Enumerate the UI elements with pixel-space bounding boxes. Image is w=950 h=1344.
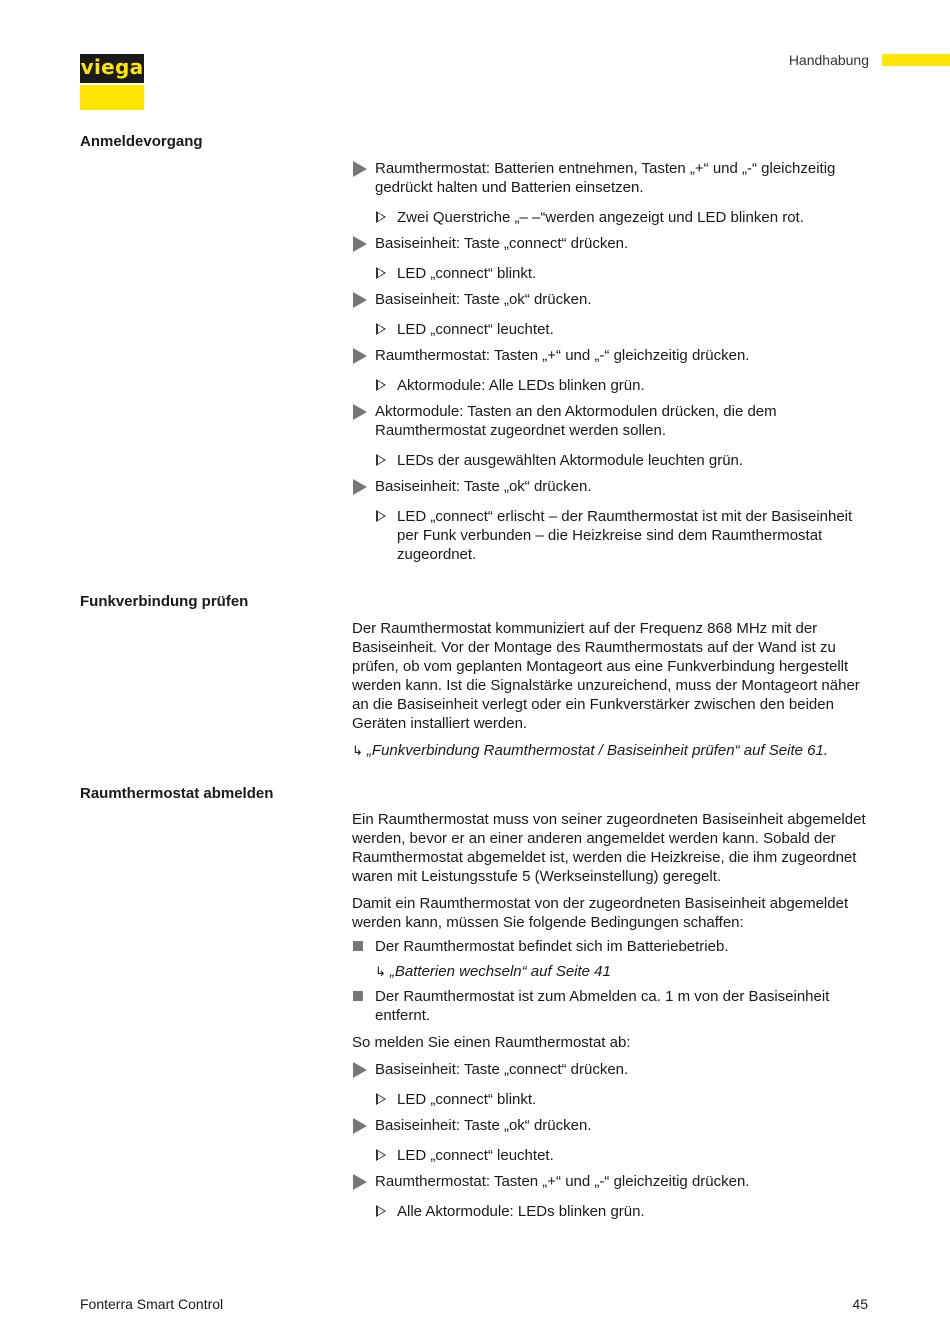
step-result: Zwei Querstriche „– –“werden angezeigt und LED blinken rot. [352, 208, 870, 227]
step [352, 477, 870, 496]
section3-paragraph-2: Damit ein Raumthermostat von der zugeordneten Basiseinheit abgemeldet werden kann, müssen Sie folgende Bedingungen schaffen: [352, 895, 849, 931]
step-result: LED „connect“ blinkt. [352, 264, 870, 283]
section2-body [352, 619, 870, 760]
step-result: LED „connect“ erlischt – der Raumthermostat ist mit der Basiseinheit per Funk verbunden – die Heizkreise sind dem Raumthermostat zugeordnet. [352, 507, 870, 564]
step [352, 1060, 870, 1079]
result-arrow-icon [376, 211, 386, 223]
logo-wordmark: viega [80, 54, 144, 83]
action-arrow-icon [353, 404, 367, 420]
result-arrow-icon [376, 1149, 386, 1161]
step-action: Basiseinheit: Taste „ok“ drücken. [375, 1117, 592, 1134]
section1-steps [352, 159, 870, 571]
reference-arrow-icon: ↳ [375, 964, 386, 979]
cross-reference-link[interactable]: ↳ „Funkverbindung Raumthermostat / Basiseinheit prüfen“ auf Seite 61. [352, 742, 828, 759]
step-action: Basiseinheit: Taste „ok“ drücken. [375, 291, 592, 308]
step-action: Basiseinheit: Taste „connect“ drücken. [375, 1061, 629, 1078]
step-action: Raumthermostat: Tasten „+“ und „-“ gleichzeitig drücken. [375, 347, 750, 364]
step-result: LED „connect“ leuchtet. [352, 1146, 870, 1165]
page-number: 45 [852, 1296, 868, 1312]
action-arrow-icon [353, 1118, 367, 1134]
section2-paragraph: Der Raumthermostat kommuniziert auf der Frequenz 868 MHz mit der Basiseinheit. Vor der Montage des Raumthermostats auf der Wand ist zu prüfen, ob vom geplanten Montageort aus eine Funkverbindung hergestellt werden kann. Ist die Signalstärke unzureichend, muss der Montageort näher an die Basiseinheit verlegt oder ein Funkverstärker zwischen den beiden Geräten installiert werden. [352, 620, 860, 732]
step [352, 402, 870, 440]
footer-product-name: Fonterra Smart Control [80, 1296, 224, 1312]
action-arrow-icon [353, 479, 367, 495]
condition-item: Der Raumthermostat ist zum Abmelden ca. 1 m von der Basiseinheit entfernt. [352, 987, 870, 1025]
step [352, 234, 870, 253]
result-arrow-icon [376, 267, 386, 279]
result-arrow-icon [376, 1093, 386, 1105]
step-result: LEDs der ausgewählten Aktormodule leuchten grün. [352, 451, 870, 470]
bullet-square-icon [353, 991, 363, 1001]
step [352, 346, 870, 365]
step [352, 1116, 870, 1135]
result-arrow-icon [376, 454, 386, 466]
step-action: Raumthermostat: Batterien entnehmen, Tasten „+“ und „-“ gleichzeitig gedrückt halten und Batterien einsetzen. [375, 160, 836, 196]
reference-arrow-icon: ↳ [352, 743, 363, 758]
action-arrow-icon [353, 236, 367, 252]
result-arrow-icon [376, 510, 386, 522]
action-arrow-icon [353, 1174, 367, 1190]
step [352, 290, 870, 309]
section-title-anmeldevorgang: Anmeldevorgang [80, 133, 203, 150]
action-arrow-icon [353, 1062, 367, 1078]
cross-reference-link[interactable]: ↳ „Batterien wechseln“ auf Seite 41 [375, 963, 611, 980]
section-header-label: Handhabung [788, 52, 869, 68]
step-action: Basiseinheit: Taste „connect“ drücken. [375, 235, 629, 252]
step-result: Aktormodule: Alle LEDs blinken grün. [352, 376, 870, 395]
action-arrow-icon [353, 348, 367, 364]
header-yellow-tab [882, 54, 950, 66]
section3-body [352, 810, 870, 1228]
action-arrow-icon [353, 161, 367, 177]
step-action: Basiseinheit: Taste „ok“ drücken. [375, 478, 592, 495]
step [352, 1172, 870, 1191]
step-result: LED „connect“ blinkt. [352, 1090, 870, 1109]
viega-logo [80, 54, 144, 110]
step [352, 159, 870, 197]
condition-item: Der Raumthermostat befindet sich im Batteriebetrieb. [352, 937, 870, 956]
result-arrow-icon [376, 1205, 386, 1217]
section3-paragraph-1: Ein Raumthermostat muss von seiner zugeordneten Basiseinheit abgemeldet werden, bevor er an einer anderen angemeldet werden kann. Sobald der Raumthermostat abgemeldet ist, werden die Heizkreise, die ihm zugeordnet waren mit Leistungsstufe 5 (Werkseinstellung) geregelt. [352, 811, 866, 885]
step-result: LED „connect“ leuchtet. [352, 320, 870, 339]
action-arrow-icon [353, 292, 367, 308]
bullet-square-icon [353, 941, 363, 951]
section3-intro: So melden Sie einen Raumthermostat ab: [352, 1034, 631, 1051]
logo-yellow-bar [80, 85, 144, 110]
section-title-funkverbindung: Funkverbindung prüfen [80, 593, 249, 610]
result-arrow-icon [376, 323, 386, 335]
section-title-abmelden: Raumthermostat abmelden [80, 785, 274, 802]
result-arrow-icon [376, 379, 386, 391]
step-action: Aktormodule: Tasten an den Aktormodulen drücken, die dem Raumthermostat zugeordnet werden sollen. [375, 403, 777, 439]
step-result: Alle Aktormodule: LEDs blinken grün. [352, 1202, 870, 1221]
step-action: Raumthermostat: Tasten „+“ und „-“ gleichzeitig drücken. [375, 1173, 750, 1190]
